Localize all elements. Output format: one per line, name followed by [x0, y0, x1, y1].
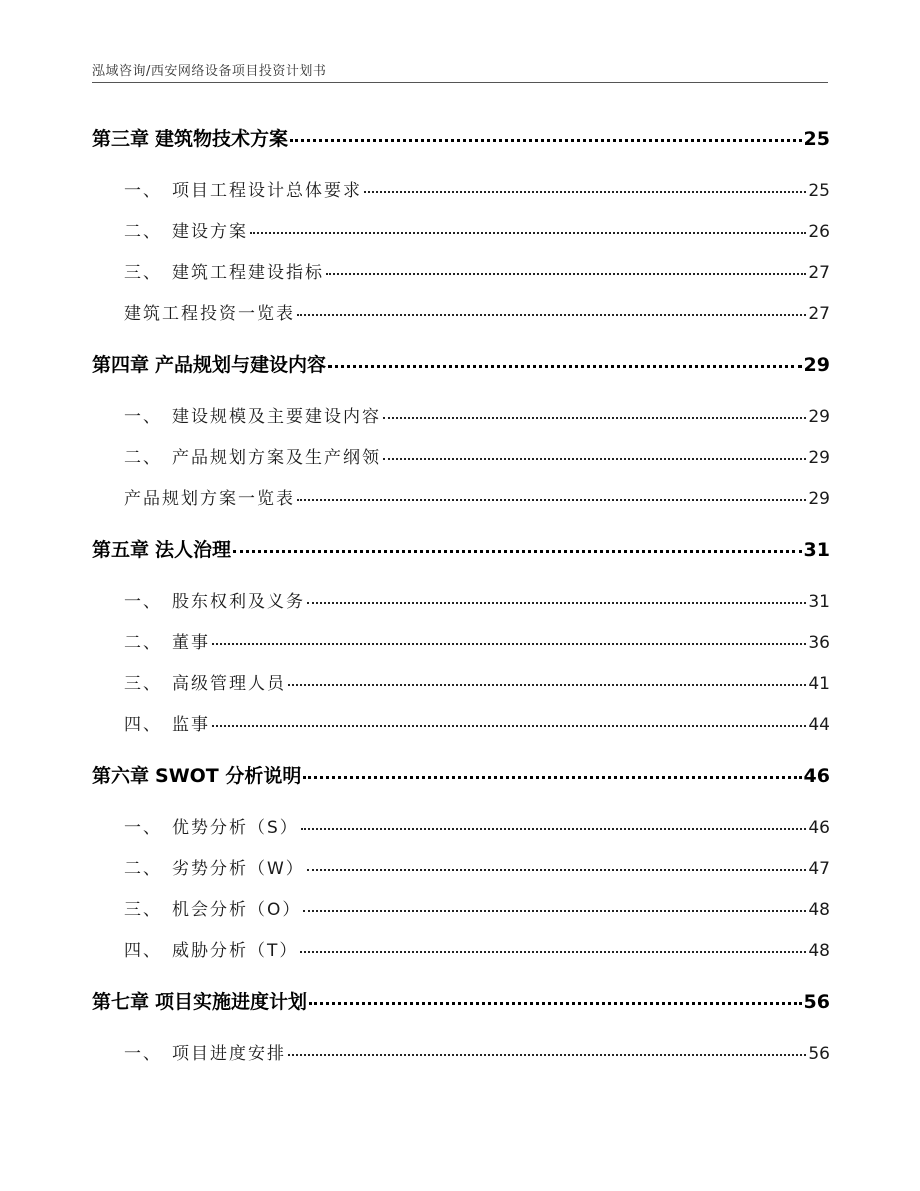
page-number: 48 [808, 941, 830, 961]
page-number: 29 [808, 448, 830, 468]
page-number: 56 [808, 1044, 830, 1064]
page-number: 46 [803, 765, 830, 787]
section-number: 四、 [124, 715, 162, 735]
section-number: 三、 [124, 674, 162, 694]
page-number: 44 [808, 715, 830, 735]
section-title: 项目工程设计总体要求 [172, 181, 362, 201]
section-title: 产品规划方案一览表 [124, 489, 295, 509]
dot-leader [307, 602, 806, 604]
page-number: 36 [808, 633, 830, 653]
section-number: 一、 [124, 1044, 162, 1064]
dot-leader [212, 725, 806, 727]
toc-section-3-1[interactable] [92, 176, 830, 201]
toc-section-5-2[interactable] [92, 628, 830, 653]
toc-section-7-1[interactable] [92, 1039, 830, 1064]
section-title: 高级管理人员 [172, 674, 286, 694]
page-number: 27 [808, 304, 830, 324]
page-number: 31 [808, 592, 830, 612]
dot-leader [307, 869, 807, 871]
toc-chapter-5[interactable] [92, 535, 830, 562]
dot-leader [288, 1054, 806, 1056]
toc-chapter-4[interactable] [92, 350, 830, 377]
toc-section-4-1[interactable] [92, 402, 830, 427]
section-title: 建设规模及主要建设内容 [172, 407, 381, 427]
page-number: 31 [803, 539, 830, 561]
page-number: 27 [808, 263, 830, 283]
section-title: 股东权利及义务 [172, 592, 305, 612]
section-number: 二、 [124, 222, 162, 242]
dot-leader [383, 417, 806, 419]
section-title: 机会分析（O） [172, 900, 302, 920]
toc-section-5-4[interactable] [92, 710, 830, 735]
section-number: 二、 [124, 633, 162, 653]
toc-chapter-6[interactable] [92, 761, 830, 788]
section-title: 优势分析（S） [172, 818, 299, 838]
chapter-number: 第五章 [92, 539, 150, 561]
toc-section-4-3[interactable] [92, 484, 830, 509]
toc-chapter-3[interactable] [92, 124, 830, 151]
chapter-title: 建筑物技术方案 [155, 128, 289, 150]
dot-leader [290, 139, 802, 142]
section-title: 劣势分析（W） [172, 859, 305, 879]
toc-chapter-7[interactable] [92, 987, 830, 1014]
chapter-number: 第四章 [92, 354, 150, 376]
toc-section-3-2[interactable] [92, 217, 830, 242]
dot-leader [326, 273, 806, 275]
chapter-number: 第六章 [92, 765, 150, 787]
chapter-title: 项目实施进度计划 [155, 991, 308, 1013]
page-number: 25 [808, 181, 830, 201]
page-number: 56 [803, 991, 830, 1013]
chapter-number: 第七章 [92, 991, 150, 1013]
dot-leader [250, 232, 806, 234]
section-title: 项目进度安排 [172, 1044, 286, 1064]
section-title: 威胁分析（T） [172, 941, 299, 961]
dot-leader [364, 191, 806, 193]
section-title: 建筑工程投资一览表 [124, 304, 295, 324]
toc-section-3-4[interactable] [92, 299, 830, 324]
dot-leader [383, 458, 806, 460]
section-number: 一、 [124, 592, 162, 612]
dot-leader [301, 828, 807, 830]
chapter-title: 产品规划与建设内容 [155, 354, 327, 376]
section-title: 董事 [172, 633, 210, 653]
dot-leader [300, 951, 806, 953]
page-number: 46 [808, 818, 830, 838]
dot-leader [297, 499, 806, 501]
dot-leader [309, 1002, 802, 1005]
page-number: 48 [808, 900, 830, 920]
section-number: 三、 [124, 900, 162, 920]
toc-section-6-4[interactable] [92, 936, 830, 961]
page-number: 29 [808, 489, 830, 509]
page-number: 26 [808, 222, 830, 242]
dot-leader [328, 365, 802, 368]
section-title: 建筑工程建设指标 [172, 263, 324, 283]
dot-leader [297, 314, 806, 316]
section-number: 四、 [124, 941, 162, 961]
section-number: 二、 [124, 859, 162, 879]
section-title: 监事 [172, 715, 210, 735]
section-title: 建设方案 [172, 222, 248, 242]
page-number: 47 [808, 859, 830, 879]
toc-section-6-3[interactable] [92, 895, 830, 920]
dot-leader [303, 910, 806, 912]
dot-leader [233, 550, 802, 553]
running-header: 泓域咨询/西安网络设备项目投资计划书 [92, 64, 327, 79]
page-number: 25 [803, 128, 830, 150]
toc-section-3-3[interactable] [92, 258, 830, 283]
page-number: 29 [808, 407, 830, 427]
header-rule [92, 82, 828, 83]
dot-leader [212, 643, 806, 645]
chapter-number: 第三章 [92, 128, 150, 150]
toc-section-5-1[interactable] [92, 587, 830, 612]
section-number: 一、 [124, 818, 162, 838]
dot-leader [303, 776, 801, 779]
toc-section-6-1[interactable] [92, 813, 830, 838]
section-number: 一、 [124, 181, 162, 201]
chapter-title: 法人治理 [155, 539, 232, 561]
page-number: 41 [808, 674, 830, 694]
section-number: 二、 [124, 448, 162, 468]
chapter-title: SWOT 分析说明 [155, 765, 302, 787]
section-number: 三、 [124, 263, 162, 283]
toc-section-4-2[interactable] [92, 443, 830, 468]
page-number: 29 [803, 354, 830, 376]
toc-section-6-2[interactable] [92, 854, 830, 879]
toc-section-5-3[interactable] [92, 669, 830, 694]
dot-leader [288, 684, 806, 686]
section-title: 产品规划方案及生产纲领 [172, 448, 381, 468]
section-number: 一、 [124, 407, 162, 427]
